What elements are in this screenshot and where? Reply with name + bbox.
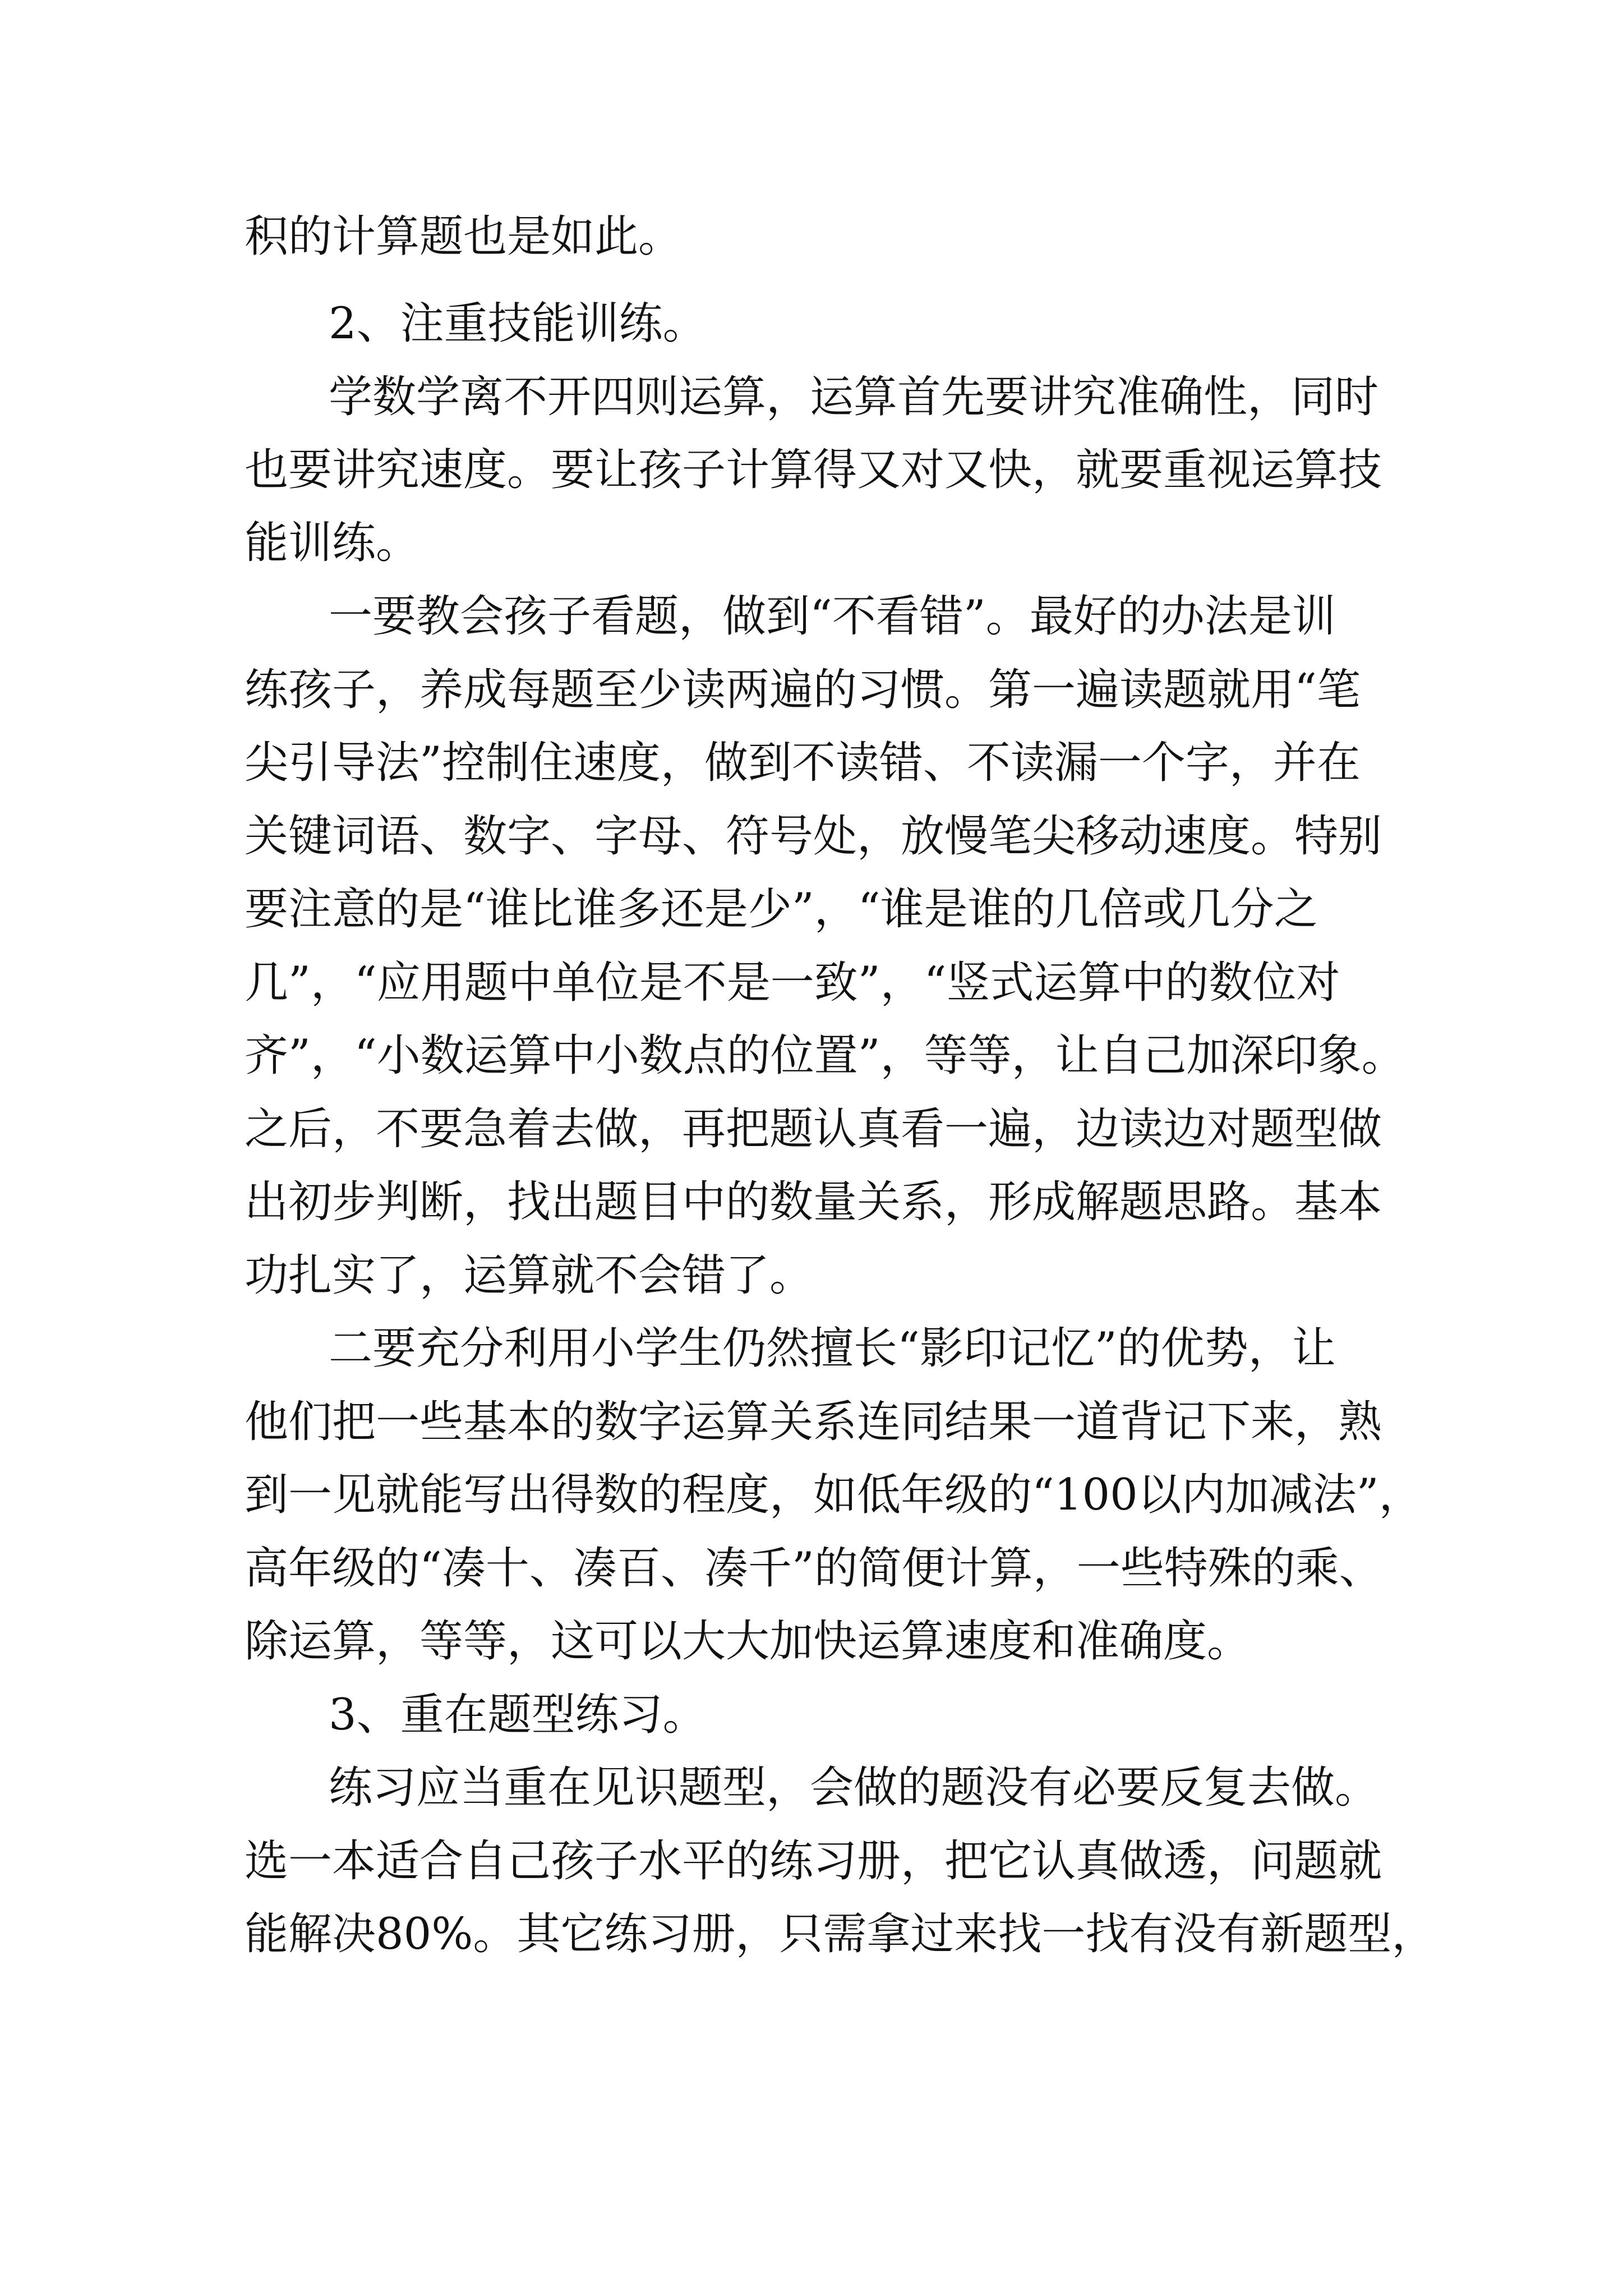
section-heading: 2、注重技能训练。 — [329, 298, 707, 349]
text-line: 除运算，等等，这可以大大加快运算速度和准确度。 — [245, 1616, 1251, 1667]
text-line: 一要教会孩子看题，做到“不看错”。最好的办法是训 — [329, 591, 1336, 642]
text-line: 到一见就能写出得数的程度，如低年级的“100以内加减法”， — [245, 1470, 1423, 1520]
text-line: 尖引导法”控制住速度，做到不读错、不读漏一个字，并在 — [245, 738, 1361, 788]
text-line: 出初步判断，找出题目中的数量关系，形成解题思路。基本 — [245, 1177, 1382, 1227]
text-line: 齐”，“小数运算中小数点的位置”，等等，让自己加深印象。 — [245, 1030, 1405, 1081]
text-line: 选一本适合自己孩子水平的练习册，把它认真做透，问题就 — [245, 1836, 1382, 1887]
text-line: 高年级的“凑十、凑百、凑千”的简便计算，一些特殊的乘、 — [245, 1543, 1383, 1594]
text-line: 关键词语、数字、字母、符号处，放慢笔尖移动速度。特别 — [245, 811, 1382, 862]
text-line: 功扎实了，运算就不会错了。 — [245, 1250, 814, 1301]
text-line: 二要充分利用小学生仍然擅长“影印记忆”的优势，让 — [329, 1323, 1336, 1374]
text-line: 之后，不要急着去做，再把题认真看一遍，边读边对题型做 — [245, 1104, 1382, 1154]
text-line: 练习应当重在见识题型，会做的题没有必要反复去做。 — [329, 1763, 1379, 1813]
text-line: 能训练。 — [245, 518, 420, 568]
text-line: 学数学离不开四则运算，运算首先要讲究准确性，同时 — [329, 372, 1379, 422]
section-heading: 3、重在题型练习。 — [329, 1690, 707, 1740]
text-line: 积的计算题也是如此。 — [245, 211, 683, 262]
text-line: 练孩子，养成每题至少读两遍的习惯。第一遍读题就用“笔 — [245, 665, 1361, 715]
text-line: 几”，“应用题中单位是不是一致”，“竖式运算中的数位对 — [245, 958, 1340, 1008]
text-line: 他们把一些基本的数字运算关系连同结果一道背记下来，熟 — [245, 1397, 1382, 1447]
text-line: 要注意的是“谁比谁多还是少”，“谁是谁的几倍或几分之 — [245, 884, 1318, 935]
text-line: 能解决80%。其它练习册，只需拿过来找一找有没有新题型， — [245, 1909, 1436, 1959]
text-line: 也要讲究速度。要让孩子计算得又对又快，就要重视运算技 — [245, 445, 1382, 495]
